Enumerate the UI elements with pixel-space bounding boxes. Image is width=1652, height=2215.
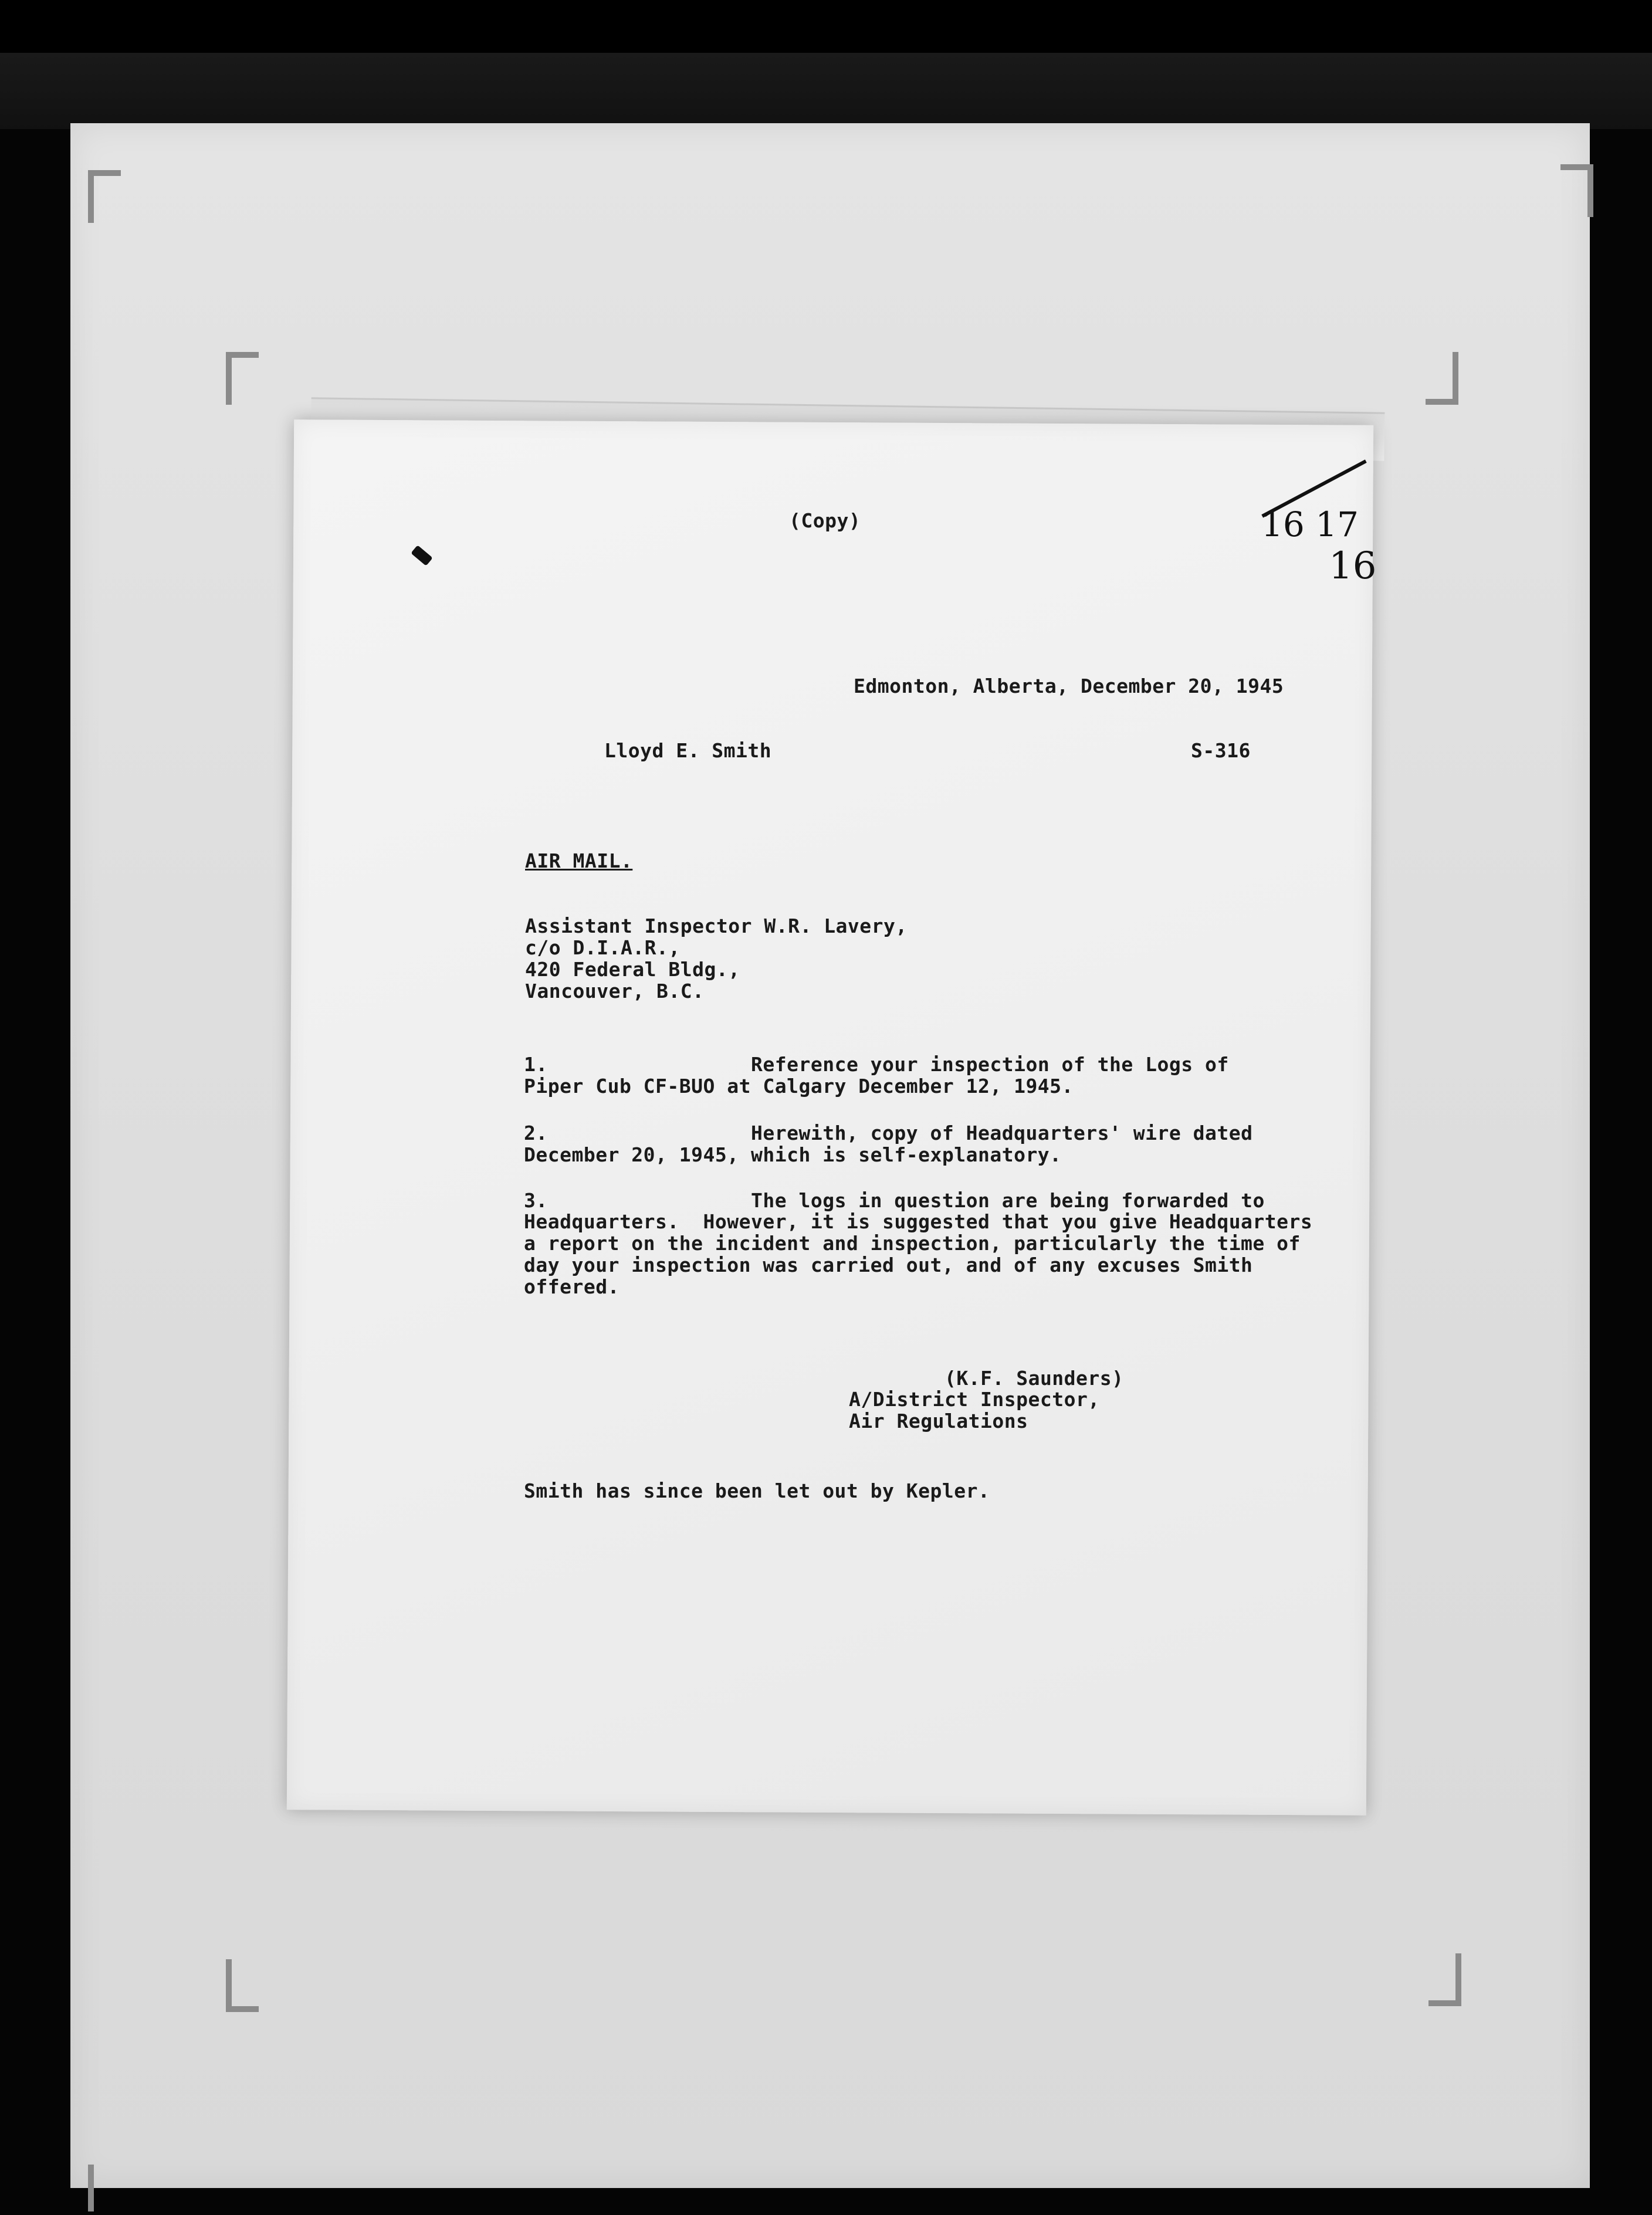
place-date: Edmonton, Alberta, December 20, 1945 xyxy=(854,675,1284,697)
recipient-address xyxy=(525,915,908,1002)
paragraph-number: 1. xyxy=(524,1053,548,1076)
film-border xyxy=(0,53,1652,129)
corner-mark-bottom-left xyxy=(88,2165,121,2211)
paragraph-line: Reference your inspection of the Logs of xyxy=(751,1053,1229,1076)
paragraph-line: December 20, 1945, which is self-explanatory. xyxy=(524,1143,1062,1166)
film-top-edge xyxy=(0,0,1652,53)
paragraph-body xyxy=(524,1211,1312,1298)
crop-mark-top-right xyxy=(1426,352,1458,405)
handwritten-page-number: 16 xyxy=(1329,544,1377,588)
signatory-line: A/District Inspector, xyxy=(849,1388,1100,1411)
handwritten-old-number: 16 17 xyxy=(1261,504,1359,544)
corner-mark-top-left xyxy=(88,170,121,223)
paragraph-line: offered. xyxy=(524,1275,620,1298)
recipient-line: 420 Federal Bldg., xyxy=(525,958,740,981)
paragraph-line: Herewith, copy of Headquarters' wire dated xyxy=(751,1122,1253,1144)
file-number: S-316 xyxy=(1191,739,1251,762)
crop-mark-top-left xyxy=(226,352,259,405)
copy-label: (Copy) xyxy=(789,509,861,532)
paragraph-number: 2. xyxy=(524,1122,548,1144)
signatory-line: Air Regulations xyxy=(849,1410,1028,1432)
paragraph-line: The logs in question are being forwarded to xyxy=(751,1189,1265,1212)
letter-page xyxy=(287,419,1373,1816)
corner-mark-top-right xyxy=(1560,164,1593,217)
delivery-method: AIR MAIL. xyxy=(525,849,633,872)
paragraph-line: a report on the incident and inspection, particularly the time of xyxy=(524,1232,1301,1255)
signatory-title xyxy=(849,1388,1100,1432)
paragraph-number: 3. xyxy=(524,1189,548,1212)
crop-mark-bottom-right xyxy=(1428,1953,1461,2006)
crop-mark-bottom-left xyxy=(226,1959,259,2012)
paragraph-line: Headquarters. However, it is suggested that you give Headquarters xyxy=(524,1210,1313,1233)
closing-note: Smith has since been let out by Kepler. xyxy=(524,1479,990,1502)
subject-name: Lloyd E. Smith xyxy=(604,739,772,762)
recipient-line: Vancouver, B.C. xyxy=(525,980,705,1002)
signatory-name: (K.F. Saunders) xyxy=(945,1367,1124,1390)
paragraph-line: Piper Cub CF-BUO at Calgary December 12, 1945. xyxy=(524,1075,1074,1098)
paragraph-line: day your inspection was carried out, and of any excuses Smith xyxy=(524,1254,1253,1276)
recipient-line: c/o D.I.A.R., xyxy=(525,936,681,959)
recipient-line: Assistant Inspector W.R. Lavery, xyxy=(525,915,908,937)
